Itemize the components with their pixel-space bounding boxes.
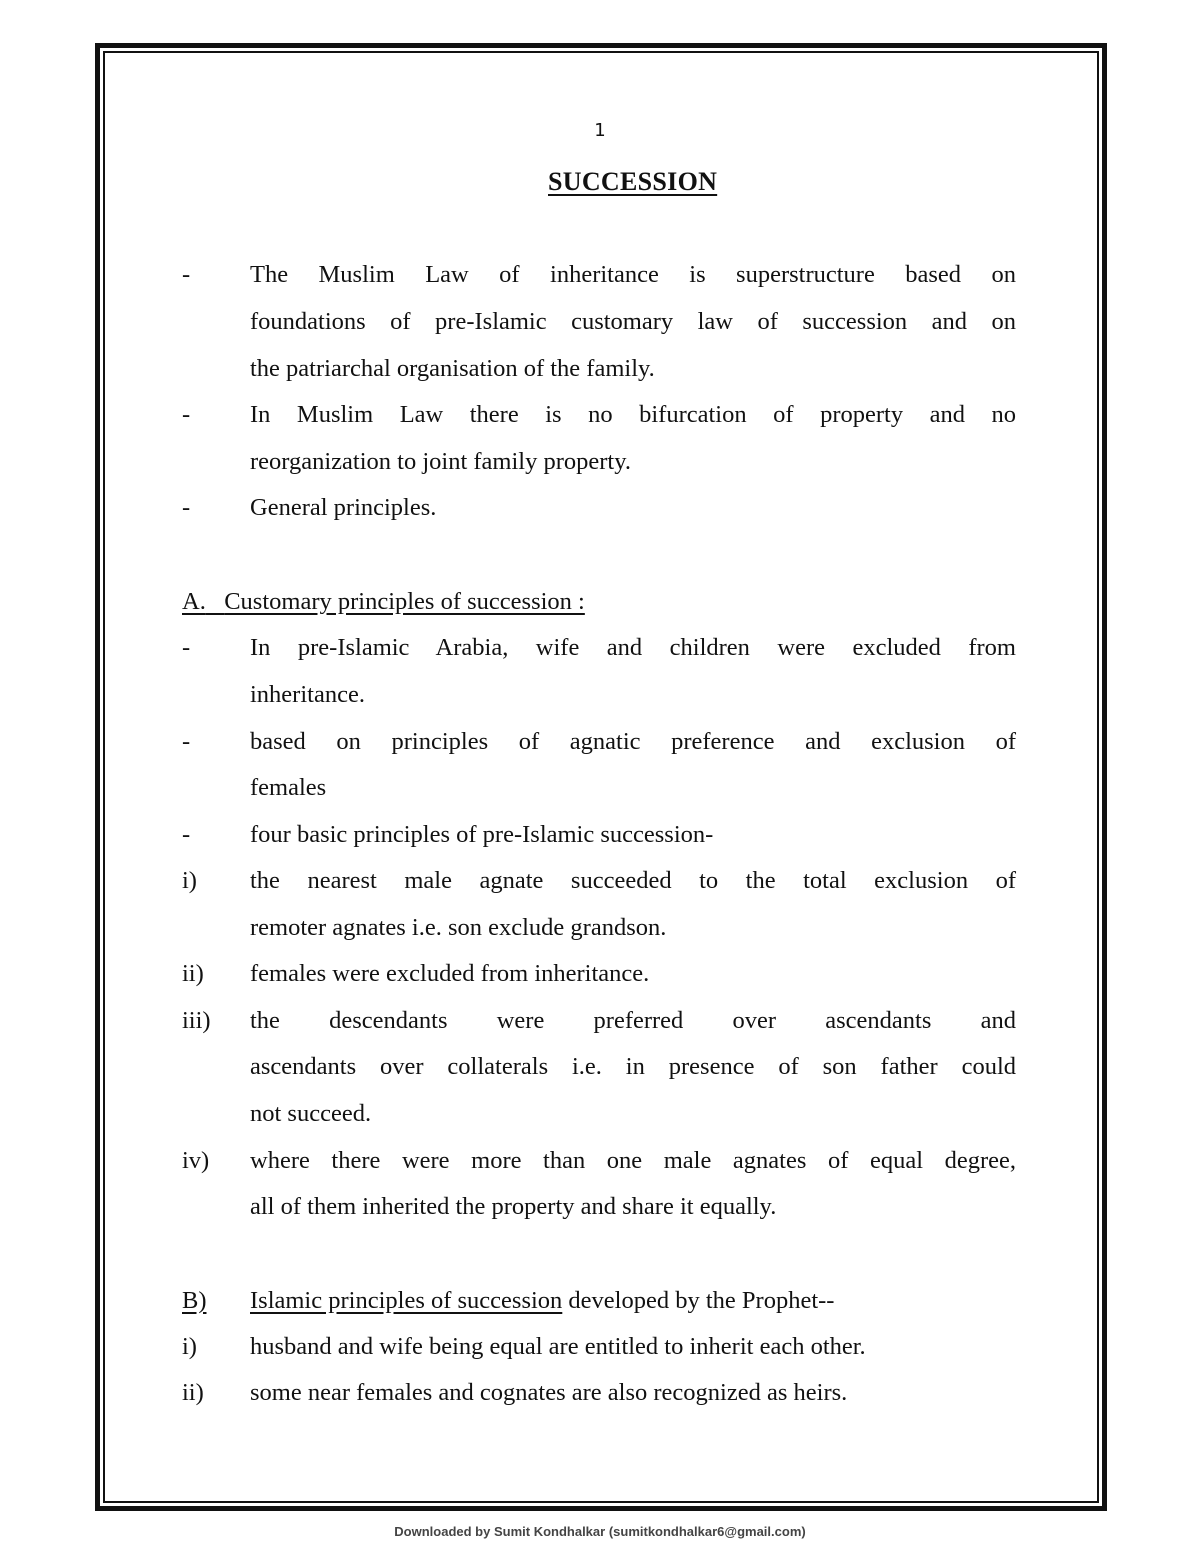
section-a-label: A. <box>182 588 206 615</box>
section-a-item-7-line-2: all of them inherited the property and share it equally. <box>250 1193 777 1220</box>
section-b-item-1-line-1: husband and wife being equal are entitled to inherit each other. <box>250 1333 866 1360</box>
intro-item-1 <box>182 261 1016 301</box>
intro-item-2-cont <box>182 448 1016 488</box>
bullet-marker: - <box>182 261 191 288</box>
list-marker: ii) <box>182 960 204 987</box>
section-a-item-6-line-3: not succeed. <box>250 1100 372 1127</box>
section-b-heading <box>182 1287 1016 1327</box>
intro-item-1-cont <box>182 308 1016 348</box>
intro-item-1-line-3: the patriarchal organisation of the family. <box>250 355 655 382</box>
section-a-item-6-cont <box>182 1100 1016 1140</box>
list-marker: i) <box>182 1333 197 1360</box>
section-a-item-5 <box>182 960 1016 1000</box>
section-a-item-4 <box>182 867 1016 907</box>
section-a-item-2-line-1: based on principles of agnatic preference and exclusion of <box>250 728 1016 755</box>
bullet-marker: - <box>182 634 191 661</box>
intro-item-1-line-1: The Muslim Law of inheritance is superstructure based on <box>250 261 1016 288</box>
intro-item-3 <box>182 494 1016 534</box>
section-a-item-2 <box>182 728 1016 768</box>
section-b-item-2-line-1: some near females and cognates are also recognized as heirs. <box>250 1379 848 1406</box>
section-a-item-7-cont <box>182 1193 1016 1233</box>
section-a-item-6-line-2: ascendants over collaterals i.e. in presence of son father could <box>250 1053 1016 1080</box>
section-a-item-7-line-1: where there were more than one male agnates of equal degree, <box>250 1147 1016 1174</box>
section-a-item-1-cont <box>182 681 1016 721</box>
list-marker: iii) <box>182 1007 211 1034</box>
section-a-item-6 <box>182 1007 1016 1047</box>
bullet-marker: - <box>182 494 191 521</box>
section-a-item-1-line-2: inheritance. <box>250 681 365 708</box>
section-b-title: Islamic principles of succession <box>250 1287 563 1314</box>
section-a-item-1-line-1: In pre-Islamic Arabia, wife and children were excluded from <box>250 634 1016 661</box>
section-b-item-2 <box>182 1379 1016 1419</box>
list-marker: ii) <box>182 1379 204 1406</box>
download-footer: Downloaded by Sumit Kondhalkar (sumitkondhalkar6@gmail.com) <box>394 1524 806 1539</box>
bullet-marker: - <box>182 728 191 755</box>
intro-item-2-line-1: In Muslim Law there is no bifurcation of property and no <box>250 401 1016 428</box>
section-a-item-4-line-2: remoter agnates i.e. son exclude grandson. <box>250 914 667 941</box>
section-a-item-1 <box>182 634 1016 674</box>
section-a-item-2-cont <box>182 774 1016 814</box>
section-a-item-3-line-1: four basic principles of pre-Islamic succession- <box>250 821 714 848</box>
intro-item-1-cont <box>182 355 1016 395</box>
section-a-item-3 <box>182 821 1016 861</box>
section-a-item-6-cont <box>182 1053 1016 1093</box>
section-a-item-7 <box>182 1147 1016 1187</box>
section-a-item-5-line-1: females were excluded from inheritance. <box>250 960 650 987</box>
list-marker: i) <box>182 867 197 894</box>
intro-item-2 <box>182 401 1016 441</box>
section-b-label: B) <box>182 1287 207 1314</box>
section-a-item-2-line-2: females <box>250 774 327 801</box>
document-title: SUCCESSION <box>548 167 718 196</box>
section-a-title: Customary principles of succession : <box>224 588 585 615</box>
intro-item-2-line-2: reorganization to joint family property. <box>250 448 632 475</box>
section-a-item-4-cont <box>182 914 1016 954</box>
section-b-item-1 <box>182 1333 1016 1373</box>
section-b-title-suffix: developed by the Prophet-- <box>562 1287 835 1314</box>
bullet-marker: - <box>182 821 191 848</box>
intro-item-3-line-1: General principles. <box>250 494 437 521</box>
page-number: 1 <box>594 120 606 141</box>
section-a-heading <box>182 588 585 616</box>
section-a-item-6-line-1: the descendants were preferred over ascendants and <box>250 1007 1016 1034</box>
bullet-marker: - <box>182 401 191 428</box>
section-a-item-4-line-1: the nearest male agnate succeeded to the total exclusion of <box>250 867 1016 894</box>
list-marker: iv) <box>182 1147 210 1174</box>
intro-item-1-line-2: foundations of pre-Islamic customary law of succession and on <box>250 308 1016 335</box>
